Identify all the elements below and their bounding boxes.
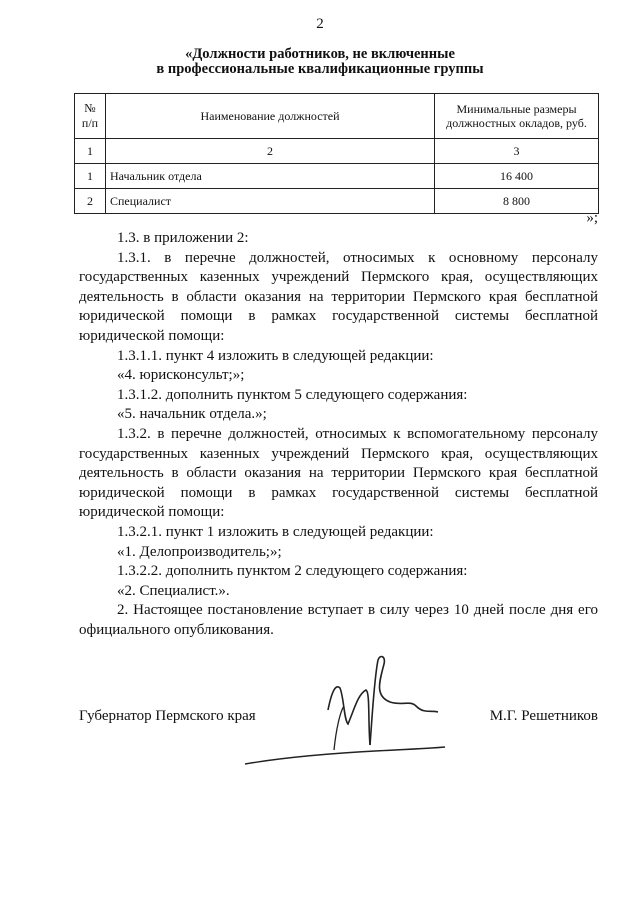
paragraph: 2. Настоящее постановление вступает в силу через 10 дней после дня его официального опубликования.: [79, 602, 598, 638]
paragraph: «2. Специалист.».: [117, 582, 230, 599]
header-name: Наименование должностей: [106, 94, 435, 139]
handwritten-signature: [240, 650, 450, 775]
paragraph: 1.3.2.2. дополнить пунктом 2 следующего содержания:: [117, 563, 468, 580]
table-row: [75, 189, 599, 214]
row-salary: 8 800: [435, 189, 599, 214]
title-line-1: «Должности работников, не включенные: [185, 46, 455, 62]
paragraph: «1. Делопроизводитель;»;: [117, 543, 282, 560]
row-position-name: Специалист: [106, 189, 435, 214]
row-position-name: Начальник отдела: [106, 164, 435, 189]
table-closing-quote: »;: [586, 210, 598, 226]
row-number: 1: [75, 164, 106, 189]
document-body: [79, 229, 598, 640]
paragraph: «4. юрисконсульт;»;: [117, 367, 245, 384]
table-column-numbers-row: [75, 139, 599, 164]
row-salary: 16 400: [435, 164, 599, 189]
table-header-row: [75, 94, 599, 139]
positions-table: [74, 93, 599, 214]
paragraph: 1.3.1. в перечне должностей, относимых к основному персоналу государственных казенных учреждений Пермского края, осуществляющих деятельность в области оказания на территории Пермского края бесплатной юридической помощи в рамках государственной системы бесплатной юридической помощи:: [79, 249, 598, 344]
header-number: № п/п: [75, 94, 106, 139]
signatory-position: Губернатор Пермского края: [79, 708, 256, 724]
column-number: 3: [435, 139, 599, 164]
row-number: 2: [75, 189, 106, 214]
column-number: 2: [106, 139, 435, 164]
paragraph: 1.3.1.2. дополнить пунктом 5 следующего содержания:: [117, 386, 468, 403]
page-number: 2: [316, 16, 324, 32]
paragraph: 1.3. в приложении 2:: [117, 230, 249, 246]
signatory-name: М.Г. Решетников: [489, 708, 598, 724]
paragraph: 1.3.2. в перечне должностей, относимых к вспомогательному персоналу государственных казенных учреждений Пермского края, осуществляющих деятельность в области оказания на территории Пермского края бесплатной юридической помощи в рамках государственной системы бесплатной юридической помощи:: [79, 425, 598, 521]
header-salary: Минимальные размеры должностных окладов, руб.: [435, 94, 599, 139]
document-title: [0, 47, 640, 77]
table-row: [75, 164, 599, 189]
title-line-2: в профессиональные квалификационные группы: [156, 61, 484, 77]
paragraph: «5. начальник отдела.»;: [117, 406, 267, 423]
paragraph: 1.3.1.1. пункт 4 изложить в следующей редакции:: [117, 347, 434, 364]
column-number: 1: [75, 139, 106, 164]
paragraph: 1.3.2.1. пункт 1 изложить в следующей редакции:: [117, 523, 434, 540]
